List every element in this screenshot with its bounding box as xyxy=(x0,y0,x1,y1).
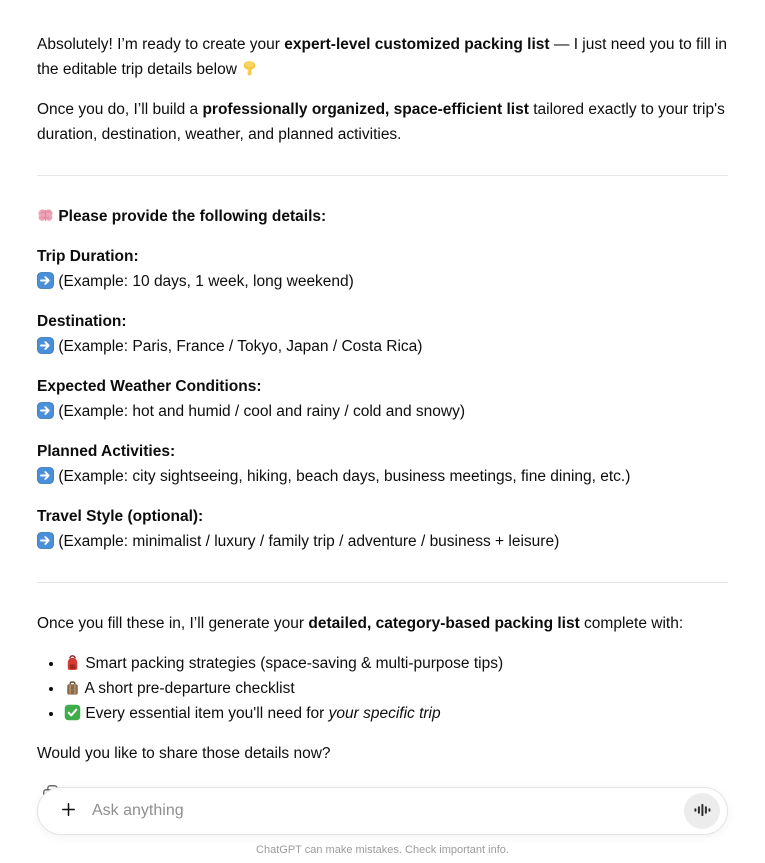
footer-disclaimer: ChatGPT can make mistakes. Check important info. xyxy=(256,844,509,856)
plus-icon xyxy=(59,800,78,822)
list-item-text: A short pre-departure checklist xyxy=(84,680,295,697)
intro-text-post: — I just need you to fill in the editable trip details below xyxy=(37,36,728,78)
divider xyxy=(37,175,728,176)
field-label: Destination: xyxy=(37,313,127,330)
field-label: Travel Style (optional): xyxy=(37,508,204,525)
list-item-text: Smart packing strategies (space-saving & multi-purpose tips) xyxy=(85,655,504,672)
list-item xyxy=(64,701,728,726)
intro-paragraph xyxy=(37,32,728,82)
chat-input[interactable] xyxy=(92,802,684,820)
field-example: (Example: 10 days, 1 week, long weekend) xyxy=(58,273,354,290)
field-weather xyxy=(37,374,728,424)
field-example: (Example: city sightseeing, hiking, beach days, business meetings, fine dining, etc.) xyxy=(58,468,631,485)
luggage-emoji xyxy=(64,679,81,696)
field-trip-duration xyxy=(37,244,728,294)
intro-text-bold: expert-level customized packing list xyxy=(284,36,550,53)
check-mark-emoji xyxy=(64,704,81,721)
generate-text-pre: Once you fill these in, I’ll generate your xyxy=(37,615,309,632)
voice-waveform-icon xyxy=(693,801,711,822)
intro-text-pre: Absolutely! I’m ready to create your xyxy=(37,36,285,53)
list-item xyxy=(64,651,728,676)
generate-text-post: complete with: xyxy=(579,615,684,632)
generate-text-bold: detailed, category-based packing list xyxy=(308,615,580,632)
composer xyxy=(37,787,728,835)
brain-emoji xyxy=(37,207,54,224)
list-item xyxy=(64,676,728,701)
field-label: Planned Activities: xyxy=(37,443,176,460)
arrow-right-emoji xyxy=(37,272,54,289)
point-down-emoji xyxy=(241,60,258,77)
composer-input-pill[interactable] xyxy=(37,787,728,835)
list-item-italic: your specific trip xyxy=(328,705,441,722)
field-label: Trip Duration: xyxy=(37,248,139,265)
details-heading-text: Please provide the following details: xyxy=(58,208,327,225)
arrow-right-emoji xyxy=(37,402,54,419)
field-activities xyxy=(37,439,728,489)
details-heading xyxy=(37,204,728,229)
list-item-text: Every essential item you'll need for xyxy=(85,705,329,722)
voice-mode-button[interactable] xyxy=(684,793,720,829)
arrow-right-emoji xyxy=(37,532,54,549)
field-example: (Example: minimalist / luxury / family trip / adventure / business + leisure) xyxy=(58,533,560,550)
benefits-list xyxy=(37,651,728,726)
field-destination xyxy=(37,309,728,359)
field-example: (Example: Paris, France / Tokyo, Japan / Costa Rica) xyxy=(58,338,423,355)
closing-paragraph: Would you like to share those details now? xyxy=(37,745,331,762)
generate-paragraph xyxy=(37,611,728,636)
build-text-pre: Once you do, I’ll build a xyxy=(37,101,203,118)
field-travel-style xyxy=(37,504,728,554)
divider xyxy=(37,582,728,583)
attach-button[interactable] xyxy=(52,795,84,827)
build-paragraph xyxy=(37,97,728,147)
build-text-post: tailored exactly to your trip's duration, destination, weather, and planned activities. xyxy=(37,101,725,143)
arrow-right-emoji xyxy=(37,337,54,354)
field-label: Expected Weather Conditions: xyxy=(37,378,262,395)
build-text-bold: professionally organized, space-efficient list xyxy=(202,101,529,118)
arrow-right-emoji xyxy=(37,467,54,484)
field-example: (Example: hot and humid / cool and rainy / cold and snowy) xyxy=(58,403,465,420)
backpack-emoji xyxy=(64,654,81,671)
